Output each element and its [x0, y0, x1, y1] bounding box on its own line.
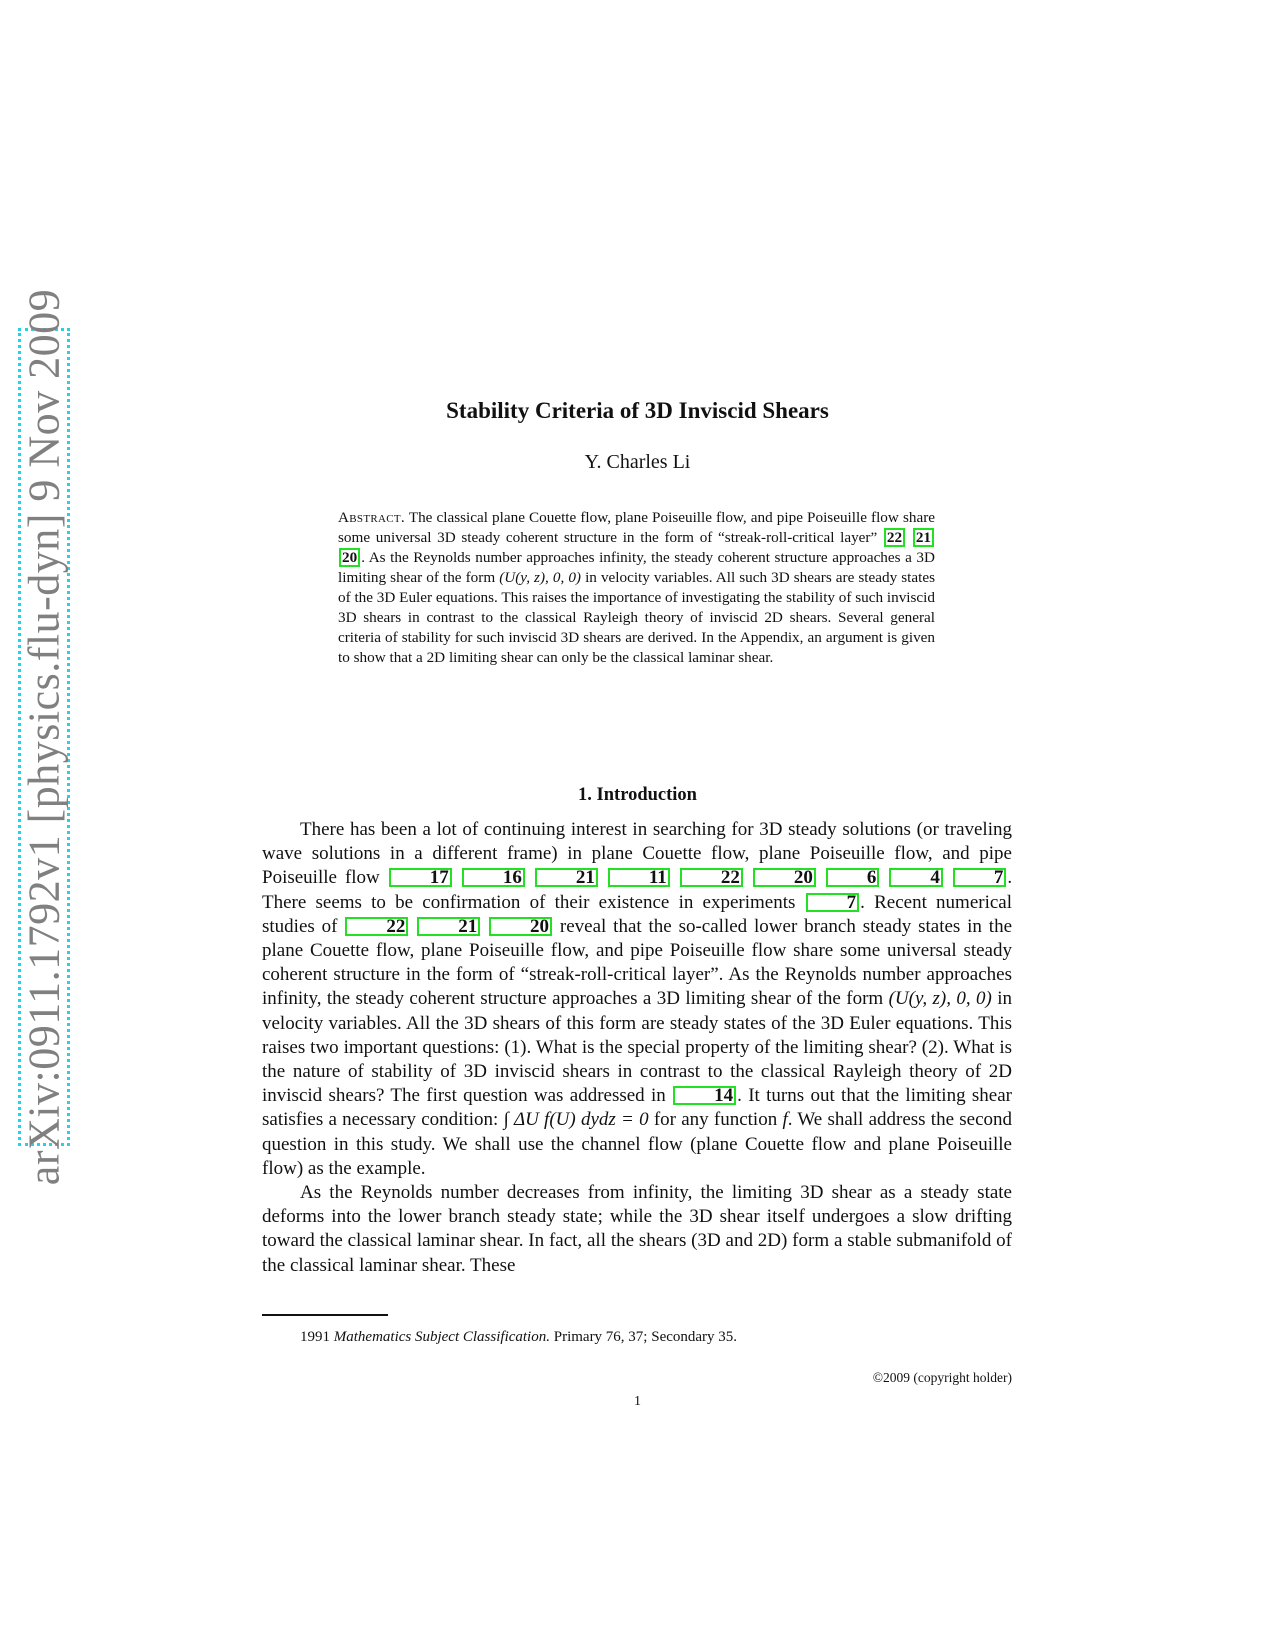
abstract-text: in velocity variables. All such 3D shears are steady states of the 3D Euler equations. This raises the importance of investigating the stability of such inviscid 3D shears in contrast to the classical Rayleigh theory of inviscid 2D shears. Several general criteria of stability for such inviscid 3D shears are derived. In the Appendix, an argument is given to show that a 2D limiting shear can only be the classical laminar shear. — [338, 569, 936, 666]
citation-link[interactable]: 20 — [753, 868, 816, 887]
citation-link[interactable]: 7 — [953, 868, 1007, 887]
citation-link[interactable]: 22 — [884, 528, 905, 547]
text: There has been a lot of continuing interest in searching for 3D steady solutions (or traveling wave solutions in a different frame) in plane Couette flow, plane Poiseuille flow, and pipe Poiseuille flow — [262, 819, 1012, 889]
paper-author: Y. Charles Li — [584, 451, 691, 473]
introduction-body — [262, 818, 1012, 1278]
abstract-label: Abstract. — [338, 509, 405, 526]
footnote-rule — [262, 1314, 388, 1316]
citation-link[interactable]: 17 — [389, 868, 452, 887]
citation-link[interactable]: 21 — [535, 868, 598, 887]
math-expression: f — [782, 1109, 788, 1131]
citation-link[interactable]: 4 — [889, 868, 943, 887]
text: . It turns out that the limiting shear satisfies a necessary condition: — [262, 1085, 1012, 1131]
math-expression: ∫ ΔU f(U) dydz = 0 — [503, 1109, 649, 1131]
footnote — [300, 1329, 737, 1346]
citation-link[interactable]: 21 — [913, 528, 934, 547]
page-number: 1 — [634, 1394, 641, 1409]
text: . Recent numerical studies of — [262, 891, 1013, 937]
citation-link[interactable]: 7 — [806, 893, 860, 912]
citation-link[interactable]: 11 — [608, 868, 670, 887]
citation-link[interactable]: 22 — [345, 917, 408, 936]
citation-link[interactable]: 20 — [339, 548, 360, 567]
footnote-label: Mathematics Subject Classification. — [333, 1329, 550, 1345]
abstract — [338, 508, 935, 668]
citation-link[interactable]: 21 — [417, 917, 480, 936]
arxiv-stamp-text[interactable]: arXiv:0911.1792v1 [physics.flu-dyn] 9 Nov 2009 — [19, 288, 69, 1186]
math-expression: (U(y, z), 0, 0) — [888, 988, 992, 1010]
math-expression: (U(y, z), 0, 0) — [499, 569, 581, 586]
abstract-text: . As the Reynolds number approaches infinity, the steady coherent structure approaches a 3D limiting shear of the form — [338, 549, 935, 586]
footnote-year: 1991 — [300, 1329, 330, 1345]
text: for any function — [648, 1109, 783, 1131]
footnote-text: Primary 76, 37; Secondary 35. — [553, 1329, 738, 1345]
citation-link[interactable]: 22 — [680, 868, 743, 887]
abstract-text: The classical plane Couette flow, plane Poiseuille flow, and pipe Poiseuille flow share some universal 3D steady coherent structure in the form of “streak-roll-critical layer” — [338, 509, 936, 546]
citation-link[interactable]: 6 — [826, 868, 880, 887]
citation-link[interactable]: 20 — [489, 917, 552, 936]
text: in velocity variables. All the 3D shears of this form are steady states of the 3D Euler equations. This raises two important questions: (1). What is the special property of the limiting shear? (2). What is the nature of stability of 3D inviscid shears in contrast to the classical Rayleigh theory of 2D inviscid shears? The first question was addressed in — [262, 988, 1013, 1107]
paragraph — [262, 818, 1012, 1181]
paragraph: As the Reynolds number decreases from infinity, the limiting 3D shear as a steady state deforms into the lower branch steady state; while the 3D shear itself undergoes a slow drifting toward the classical laminar shear. In fact, all the shears (3D and 2D) form a stable submanifold of the classical laminar shear. These — [262, 1182, 1012, 1276]
citation-link[interactable]: 16 — [462, 868, 525, 887]
text: reveal that the so-called lower branch steady states in the plane Couette flow, plane Poiseuille flow, and pipe Poiseuille flow share some universal steady coherent structure in the form of “streak-roll-critical layer”. As the Reynolds number approaches infinity, the steady coherent structure approaches a 3D limiting shear of the form — [262, 915, 1013, 1010]
citation-link[interactable]: 14 — [673, 1086, 736, 1105]
section-heading: 1. Introduction — [578, 785, 697, 805]
text: . We shall address the second question in this study. We shall use the channel flow (plane Couette flow and plane Poiseuille flow) as the example. — [262, 1109, 1012, 1179]
paper-title: Stability Criteria of 3D Inviscid Shears — [446, 398, 829, 423]
copyright-notice: ©2009 (copyright holder) — [872, 1370, 1012, 1385]
text: . There seems to be confirmation of their existence in experiments — [262, 867, 1013, 913]
